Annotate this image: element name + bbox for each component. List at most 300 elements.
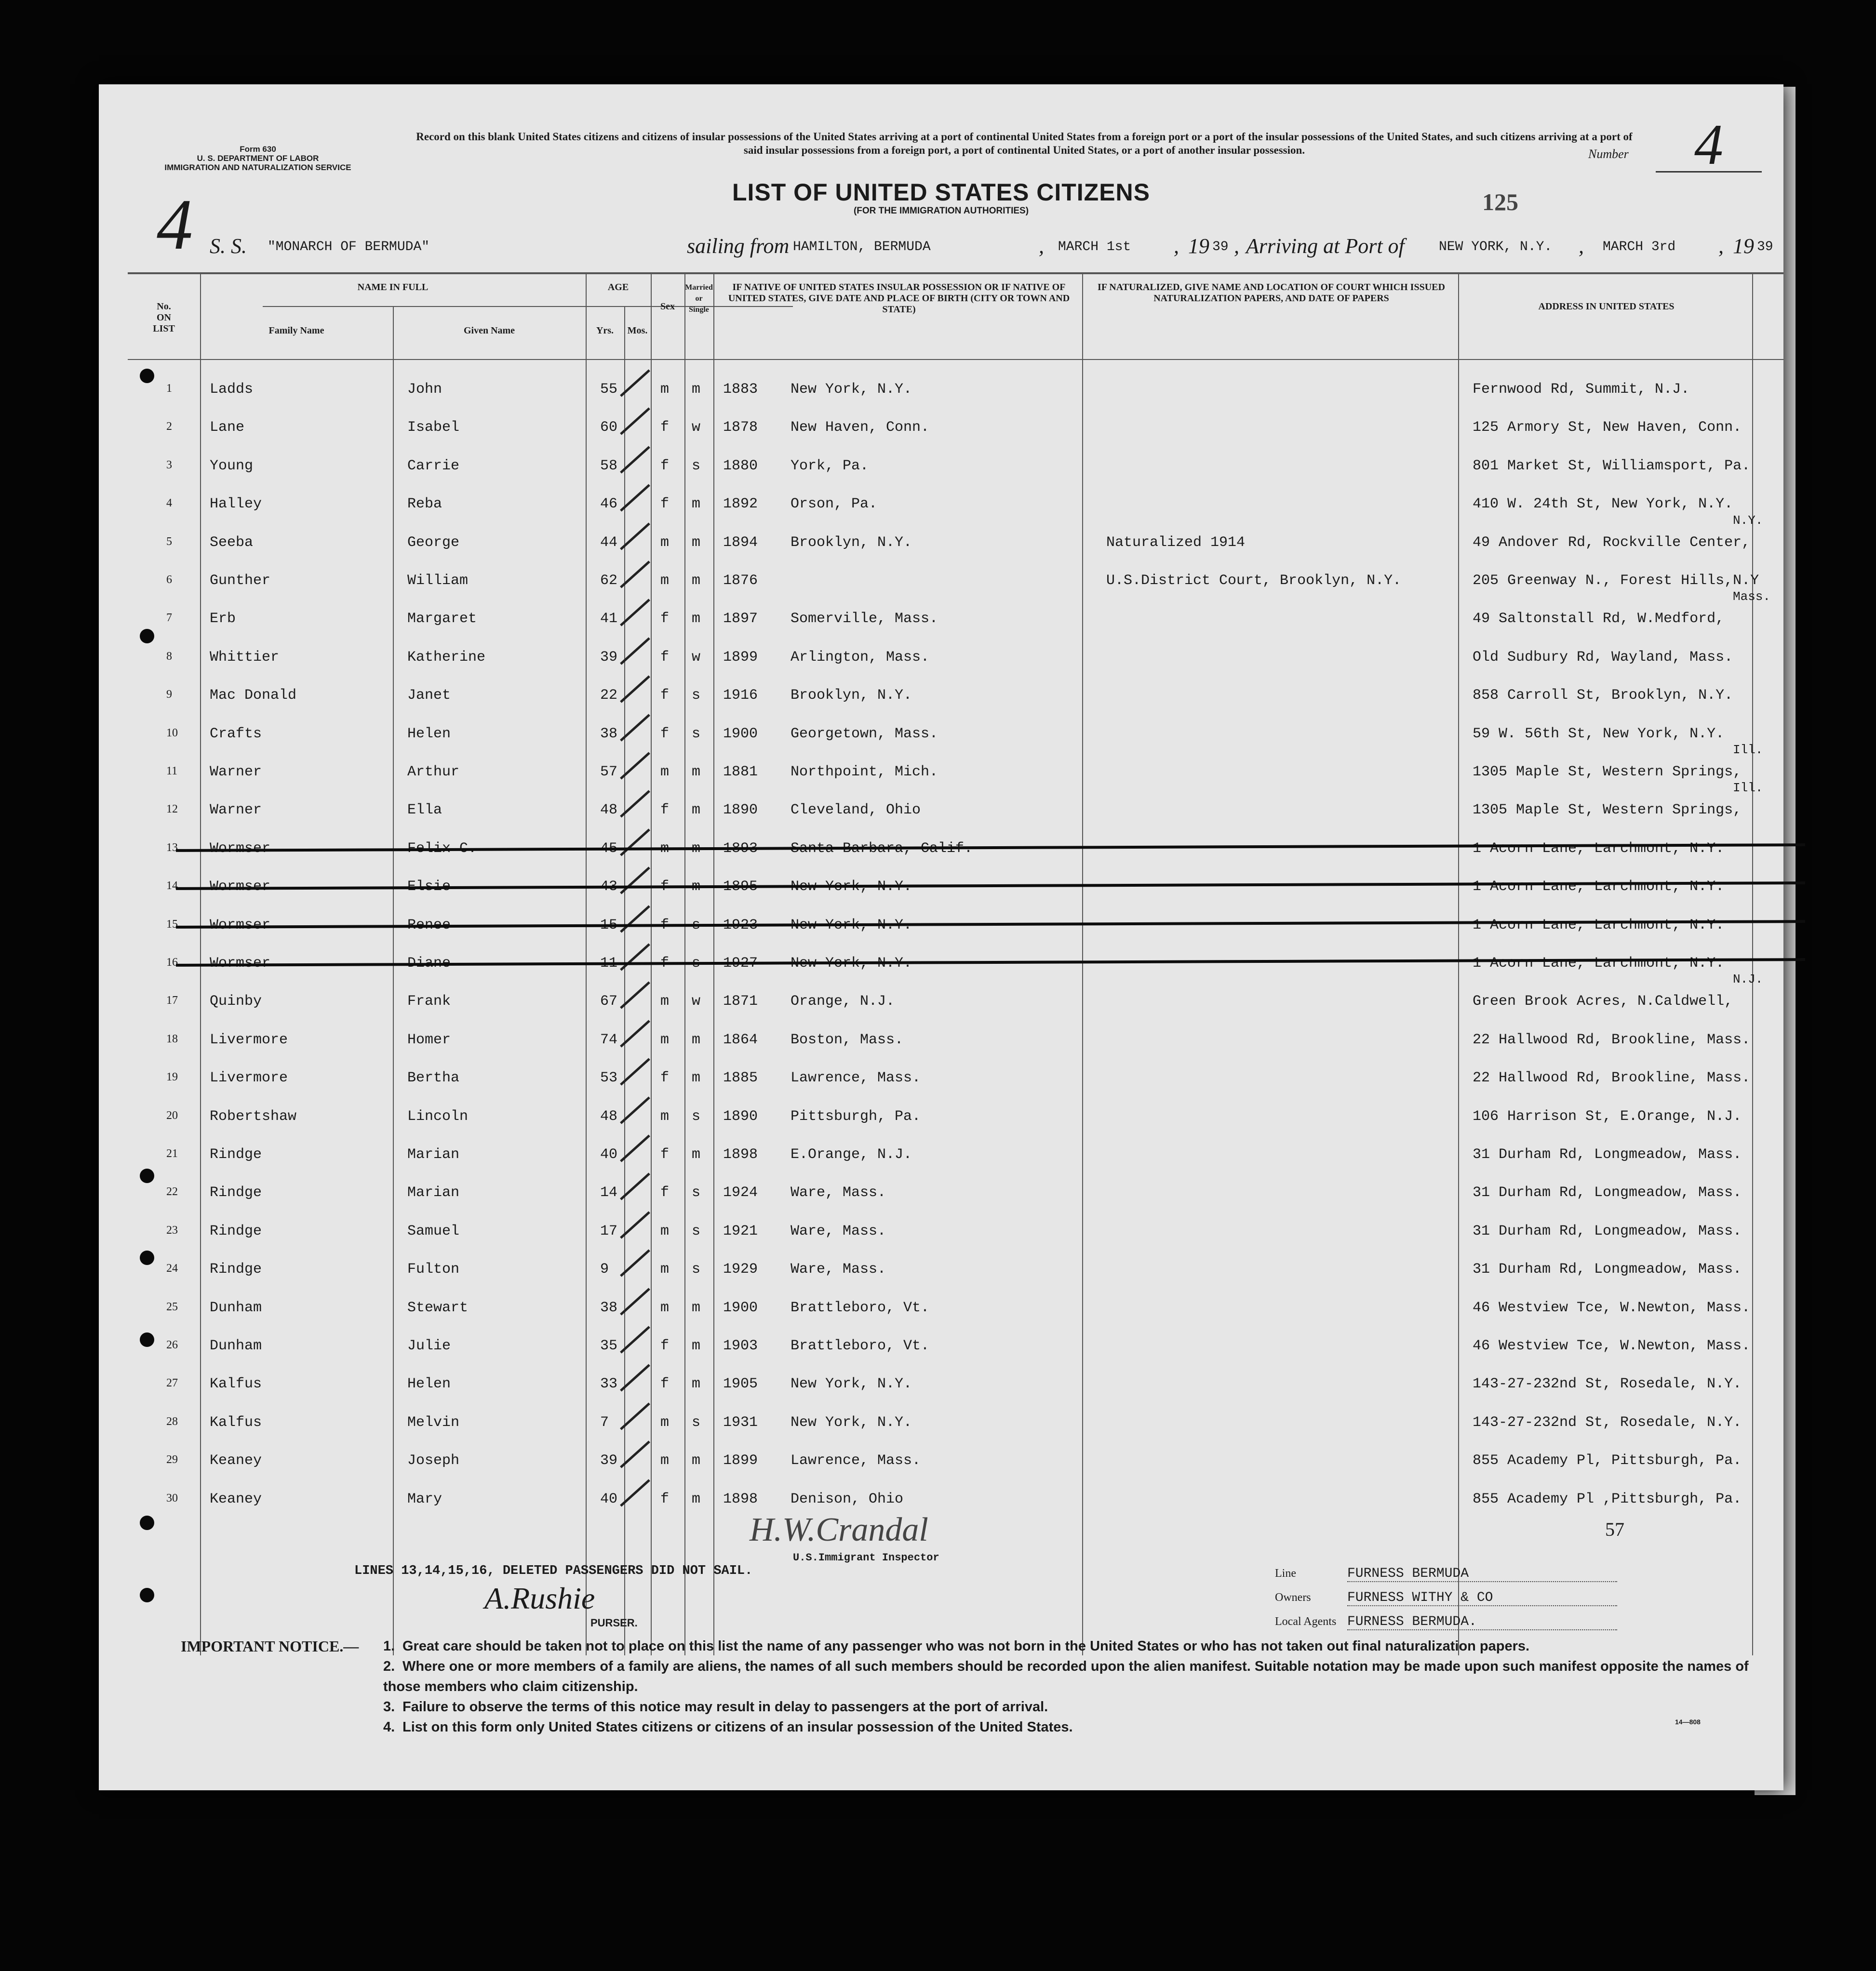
address: Old Sudbury Rd, Wayland, Mass. (1473, 649, 1733, 666)
naturalization: Naturalized 1914 (1106, 534, 1246, 551)
punch-hole (140, 1169, 154, 1183)
list-number: 14 (166, 879, 178, 892)
given-name: Diane (407, 955, 451, 972)
family-name: Wormser (210, 917, 271, 933)
given-name: Janet (407, 687, 451, 704)
sex: f (660, 687, 670, 704)
manifest-page (99, 84, 1783, 1790)
table-row (128, 1244, 1783, 1282)
marital-status: s (692, 1223, 701, 1239)
sail-year: 39 (1212, 240, 1229, 254)
age-years: 38 (600, 1299, 618, 1316)
marital-status: m (692, 534, 701, 551)
birth-place: New York, N.Y. (791, 1376, 912, 1393)
table-row (128, 861, 1783, 899)
address: 205 Greenway N., Forest Hills,N.Y (1473, 573, 1759, 589)
sex: m (660, 1261, 670, 1278)
table-row (128, 781, 1783, 823)
sex: m (660, 1299, 670, 1316)
age-years: 57 (600, 764, 618, 780)
family-name: Wormser (210, 879, 271, 895)
table-row (128, 972, 1783, 1014)
table-row (128, 1206, 1783, 1244)
sex: f (660, 419, 670, 436)
check-tick (620, 599, 650, 626)
list-number: 22 (166, 1185, 178, 1199)
header-given-name: Given Name (463, 325, 515, 336)
birth-place: Lawrence, Mass. (791, 1070, 921, 1087)
birth-place: Brattleboro, Vt. (791, 1338, 930, 1354)
age-years: 15 (600, 917, 618, 933)
family-name: Rindge (210, 1261, 262, 1278)
given-name: Mary (407, 1491, 442, 1507)
address: 125 Armory St, New Haven, Conn. (1473, 419, 1742, 436)
family-name: Gunther (210, 573, 271, 589)
given-name: Helen (407, 725, 451, 742)
family-name: Wormser (210, 840, 271, 857)
birth-place: Brooklyn, N.Y. (791, 534, 912, 551)
birth-year: 1931 (723, 1414, 758, 1431)
punch-hole (140, 1251, 154, 1265)
table-row (128, 1014, 1783, 1052)
purser-signature: A.Rushie (484, 1581, 595, 1615)
birth-year: 1927 (723, 955, 758, 972)
list-number: 16 (166, 956, 178, 969)
given-name: Carrie (407, 457, 460, 474)
arrive-year-prefix: 19 (1733, 234, 1754, 258)
birth-place: Northpoint, Mich. (791, 764, 938, 780)
family-name: Seeba (210, 534, 254, 551)
birth-year: 1905 (723, 1376, 758, 1393)
address: 410 W. 24th St, New York, N.Y. (1473, 496, 1733, 513)
header-naturalized: IF NATURALIZED, GIVE NAME AND LOCATION OF COURT WHICH ISSUED NATURALIZATION PAPERS, AND DATE OF PAPERS (1098, 282, 1445, 304)
list-number: 3 (166, 458, 172, 471)
notice-item-1: 1. Great care should be taken not to place on this list the name of any passenger who was not born in the United States or who has not taken out final naturalization papers. (383, 1638, 1530, 1654)
table-row (128, 440, 1783, 479)
birth-place: New York, N.Y. (791, 381, 912, 398)
check-tick (620, 1058, 650, 1086)
sex: f (660, 1376, 670, 1393)
marital-status: s (692, 687, 701, 704)
check-tick (620, 522, 650, 550)
birth-year: 1876 (723, 573, 758, 589)
birth-place: Denison, Ohio (791, 1491, 904, 1507)
birth-place: Ware, Mass. (791, 1185, 886, 1201)
number-label: Number (1588, 147, 1629, 161)
birth-place: Ware, Mass. (791, 1261, 886, 1278)
marital-status: m (692, 1299, 701, 1316)
check-tick (620, 1250, 650, 1277)
sail-date: MARCH 1st (1058, 240, 1131, 254)
punch-hole (140, 1516, 154, 1530)
table-row (128, 1167, 1783, 1205)
marital-status: m (692, 573, 701, 589)
preamble: Record on this blank United States citizens and citizens of insular possessions of the United States arriving at a port of continental United States from a foreign port or a port of the insular possessions of the United States, and such citizens arriving at a port of said insular possessions from a foreign port, a port of continental United States, or a port of another insular possession. (416, 131, 1633, 156)
birth-place: York, Pa. (791, 457, 869, 474)
birth-year: 1929 (723, 1261, 758, 1278)
table-row (128, 823, 1783, 861)
table-row (128, 670, 1783, 708)
address: 31 Durham Rd, Longmeadow, Mass. (1473, 1261, 1742, 1278)
sex: m (660, 764, 670, 780)
arrive-year: 39 (1757, 240, 1773, 254)
check-tick (620, 1134, 650, 1162)
age-years: 40 (600, 1491, 618, 1507)
marital-status: s (692, 955, 701, 972)
sex: m (660, 1108, 670, 1125)
agents-label: Local Agents (1275, 1615, 1337, 1628)
check-tick (620, 446, 650, 473)
table-row (128, 513, 1783, 555)
birth-place: Georgetown, Mass. (791, 725, 938, 742)
given-name: Margaret (407, 611, 477, 627)
table-row (128, 1435, 1783, 1473)
marital-status: s (692, 917, 701, 933)
number-value: 4 (1656, 118, 1762, 173)
age-years: 62 (600, 573, 618, 589)
check-tick (620, 1479, 650, 1506)
birth-year: 1878 (723, 419, 758, 436)
address: 1 Acorn Lane, Larchmont, N.Y. (1473, 917, 1725, 933)
table-row (128, 589, 1783, 631)
list-number: 28 (166, 1415, 178, 1428)
family-name: Dunham (210, 1338, 262, 1354)
given-name: Lincoln (407, 1108, 469, 1125)
sex: m (660, 381, 670, 398)
table-row (128, 1397, 1783, 1435)
sex: f (660, 1491, 670, 1507)
table-row (128, 1129, 1783, 1167)
birth-year: 1895 (723, 879, 758, 895)
list-number: 1 (166, 382, 172, 395)
age-years: 41 (600, 611, 618, 627)
address: 801 Market St, Williamsport, Pa. (1473, 457, 1751, 474)
marital-status: m (692, 840, 701, 857)
family-name: Robertshaw (210, 1108, 297, 1125)
list-number: 19 (166, 1071, 178, 1084)
check-tick (620, 1402, 650, 1430)
given-name: Fulton (407, 1261, 460, 1278)
age-years: 58 (600, 457, 618, 474)
birth-place: Santa Barbara, Calif. (791, 840, 973, 857)
given-name: Melvin (407, 1414, 460, 1431)
list-number: 30 (166, 1492, 178, 1505)
age-years: 46 (600, 496, 618, 513)
inspector-signature: H.W.Crandal (750, 1511, 928, 1548)
birth-year: 1898 (723, 1491, 758, 1507)
marital-status: m (692, 1338, 701, 1354)
address: 1 Acorn Lane, Larchmont, N.Y. (1473, 840, 1725, 857)
birth-place: New Haven, Conn. (791, 419, 930, 436)
marital-status: m (692, 496, 701, 513)
owners-field (1275, 1590, 1709, 1606)
marital-status: s (692, 1185, 701, 1201)
birth-year: 1898 (723, 1146, 758, 1163)
given-name: Bertha (407, 1070, 460, 1087)
address: 143-27-232nd St, Rosedale, N.Y. (1473, 1376, 1742, 1393)
given-name: William (407, 573, 469, 589)
birth-year: 1893 (723, 840, 758, 857)
age-years: 11 (600, 955, 618, 972)
family-name: Livermore (210, 1031, 288, 1048)
list-number: 9 (166, 688, 172, 701)
punch-hole (140, 1588, 154, 1602)
form-code: 14—808 (1675, 1718, 1701, 1726)
address: 855 Academy Pl ,Pittsburgh, Pa. (1473, 1491, 1742, 1507)
table-row (128, 402, 1783, 440)
marital-status: m (692, 764, 701, 780)
marital-status: s (692, 457, 701, 474)
age-years: 44 (600, 534, 618, 551)
list-number: 24 (166, 1262, 178, 1275)
family-name: Ladds (210, 381, 254, 398)
birth-year: 1897 (723, 611, 758, 627)
list-number: 27 (166, 1377, 178, 1390)
sex: m (660, 840, 670, 857)
check-tick (620, 714, 650, 741)
header-married: Married or Single (685, 283, 713, 314)
birth-year: 1900 (723, 725, 758, 742)
birth-place: New York, N.Y. (791, 917, 912, 933)
age-years: 33 (600, 1376, 618, 1393)
family-name: Dunham (210, 1299, 262, 1316)
marital-status: m (692, 1452, 701, 1469)
header-mos: Mos. (627, 325, 648, 336)
table-row (128, 1052, 1783, 1091)
address: 1 Acorn Lane, Larchmont, N.Y. (1473, 879, 1725, 895)
birth-year: 1864 (723, 1031, 758, 1048)
address: Fernwood Rd, Summit, N.J. (1473, 381, 1690, 398)
punch-hole (140, 1332, 154, 1347)
given-name: Felix C. (407, 840, 477, 857)
birth-year: 1923 (723, 917, 758, 933)
punch-hole (140, 629, 154, 643)
birth-year: 1924 (723, 1185, 758, 1201)
birth-year: 1900 (723, 1299, 758, 1316)
given-name: Isabel (407, 419, 460, 436)
form-id: Form 630 U. S. DEPARTMENT OF LABOR IMMIGRATION AND NATURALIZATION SERVICE (164, 145, 351, 172)
marital-status: m (692, 611, 701, 627)
birth-year: 1892 (723, 496, 758, 513)
header-age: AGE (607, 282, 629, 293)
marital-status: m (692, 381, 701, 398)
owners-label: Owners (1275, 1591, 1311, 1604)
check-tick (620, 1173, 650, 1200)
notice-item-2: 2. Where one or more members of a family are aliens, the names of all such members should be recorded upon the alien manifest. Suitable notation may be made upon such manifest opposite the names of those members who claim citizenship. (383, 1659, 1749, 1694)
page-title: LIST OF UNITED STATES CITIZENS (732, 179, 1151, 206)
notice-item-3: 3. Failure to observe the terms of this notice may result in delay to passengers at the port of arrival. (383, 1699, 1048, 1715)
birth-place: New York, N.Y. (791, 955, 912, 972)
family-name: Halley (210, 496, 262, 513)
header-no-on-list: No. ON LIST (153, 301, 175, 334)
check-tick (620, 1364, 650, 1392)
age-years: 9 (600, 1261, 609, 1278)
address: 1305 Maple St, Western Springs, (1473, 802, 1742, 819)
marital-status: w (692, 419, 701, 436)
given-name: John (407, 381, 442, 398)
check-tick (620, 982, 650, 1009)
age-years: 14 (600, 1185, 618, 1201)
list-number: 8 (166, 650, 172, 663)
table-row (128, 632, 1783, 670)
line-label: Line (1275, 1567, 1296, 1580)
table-row (128, 900, 1783, 938)
birth-year: 1890 (723, 802, 758, 819)
given-name: Ella (407, 802, 442, 819)
family-name: Keaney (210, 1491, 262, 1507)
list-number: 18 (166, 1032, 178, 1045)
check-tick (620, 637, 650, 665)
sex: f (660, 1185, 670, 1201)
page-subtitle: (FOR THE IMMIGRATION AUTHORITIES) (853, 206, 1029, 216)
purser-label: PURSER. (590, 1617, 638, 1629)
list-number: 23 (166, 1224, 178, 1237)
birth-year: 1921 (723, 1223, 758, 1239)
age-years: 39 (600, 649, 618, 666)
header-yrs: Yrs. (596, 325, 614, 336)
age-years: 22 (600, 687, 618, 704)
address: 858 Carroll St, Brooklyn, N.Y. (1473, 687, 1733, 704)
line-field (1275, 1566, 1709, 1582)
age-years: 74 (600, 1031, 618, 1048)
given-name: Renee (407, 917, 451, 933)
given-name: Katherine (407, 649, 486, 666)
check-tick (620, 408, 650, 435)
address: 46 Westview Tce, W.Newton, Mass. (1473, 1338, 1751, 1354)
given-name: Stewart (407, 1299, 469, 1316)
table-row (128, 1091, 1783, 1129)
birth-place: Orson, Pa. (791, 496, 878, 513)
address: 106 Harrison St, E.Orange, N.J. (1473, 1108, 1742, 1125)
age-years: 17 (600, 1223, 618, 1239)
marital-status: s (692, 1108, 701, 1125)
line-value: FURNESS BERMUDA (1347, 1566, 1617, 1582)
sex: m (660, 534, 670, 551)
family-name: Rindge (210, 1185, 262, 1201)
sex: f (660, 917, 670, 933)
birth-year: 1883 (723, 381, 758, 398)
family-name: Warner (210, 764, 262, 780)
agents-field (1275, 1614, 1709, 1630)
address-continuation: N.Y. (1733, 513, 1763, 528)
deleted-passengers-note: LINES 13,14,15,16, DELETED PASSENGERS DID NOT SAIL. (354, 1564, 753, 1578)
sex: f (660, 725, 670, 742)
marital-status: s (692, 1261, 701, 1278)
check-tick (620, 752, 650, 779)
birth-year: 1899 (723, 1452, 758, 1469)
family-name: Rindge (210, 1223, 262, 1239)
sex: m (660, 573, 670, 589)
family-name: Young (210, 457, 254, 474)
address: 1305 Maple St, Western Springs, (1473, 764, 1742, 780)
address: 31 Durham Rd, Longmeadow, Mass. (1473, 1185, 1742, 1201)
address: 31 Durham Rd, Longmeadow, Mass. (1473, 1223, 1742, 1239)
sex: m (660, 1031, 670, 1048)
family-name: Kalfus (210, 1376, 262, 1393)
address: 46 Westview Tce, W.Newton, Mass. (1473, 1299, 1751, 1316)
birth-place: Somerville, Mass. (791, 611, 938, 627)
birth-place: Arlington, Mass. (791, 649, 930, 666)
marital-status: m (692, 1031, 701, 1048)
given-name: Marian (407, 1146, 460, 1163)
age-years: 38 (600, 725, 618, 742)
header-family-name: Family Name (268, 325, 324, 336)
list-number: 6 (166, 573, 172, 586)
family-name: Whittier (210, 649, 280, 666)
check-tick (620, 1441, 650, 1468)
check-tick (620, 1020, 650, 1047)
birth-year: 1885 (723, 1070, 758, 1087)
family-name: Mac Donald (210, 687, 297, 704)
agents-value: FURNESS BERMUDA. (1347, 1614, 1617, 1630)
address: 1 Acorn Lane, Larchmont, N.Y. (1473, 955, 1725, 972)
birth-year: 1871 (723, 993, 758, 1010)
age-years: 67 (600, 993, 618, 1010)
birth-place: Orange, N.J. (791, 993, 895, 1010)
marital-status: s (692, 725, 701, 742)
naturalization: U.S.District Court, Brooklyn, N.Y. (1106, 573, 1402, 589)
sex: f (660, 457, 670, 474)
check-tick (620, 369, 650, 397)
sex: f (660, 1146, 670, 1163)
family-name: Warner (210, 802, 262, 819)
birth-year: 1881 (723, 764, 758, 780)
check-tick (620, 905, 650, 932)
age-years: 45 (600, 840, 618, 857)
check-tick (620, 1211, 650, 1239)
table-row (128, 938, 1783, 976)
address-continuation: N.J. (1733, 972, 1763, 987)
sex: m (660, 1452, 670, 1469)
given-name: Marian (407, 1185, 460, 1201)
family-name: Kalfus (210, 1414, 262, 1431)
list-number: 21 (166, 1147, 178, 1160)
check-tick (620, 1326, 650, 1353)
ship-name: "MONARCH OF BERMUDA" (268, 240, 430, 254)
birth-place: Boston, Mass. (791, 1031, 904, 1048)
list-number: 11 (166, 765, 178, 777)
header-birth: IF NATIVE OF UNITED STATES INSULAR POSSESSION OR IF NATIVE OF UNITED STATES, GIVE DATE AND PLACE OF BIRTH (CITY OR TOWN AND STATE) (728, 282, 1070, 315)
birth-year: 1903 (723, 1338, 758, 1354)
list-number: 7 (166, 612, 172, 625)
list-number: 12 (166, 803, 178, 816)
notice-lead: IMPORTANT NOTICE.— (181, 1638, 359, 1655)
marital-status: s (692, 1414, 701, 1431)
marital-status: m (692, 879, 701, 895)
passenger-table (128, 272, 1783, 1655)
marital-status: m (692, 1376, 701, 1393)
given-name: Reba (407, 496, 442, 513)
table-row (128, 1282, 1783, 1320)
ss-label: S. S. (210, 234, 247, 258)
age-years: 40 (600, 1146, 618, 1163)
header-address: ADDRESS IN UNITED STATES (1538, 301, 1675, 312)
given-name: Helen (407, 1376, 451, 1393)
given-name: Julie (407, 1338, 451, 1354)
header-sex: Sex (660, 301, 675, 312)
table-row (128, 743, 1783, 785)
punch-hole (140, 369, 154, 383)
family-name: Crafts (210, 725, 262, 742)
given-name: Arthur (407, 764, 460, 780)
check-tick (620, 867, 650, 894)
sex: f (660, 1338, 670, 1354)
age-years: 35 (600, 1338, 618, 1354)
age-years: 55 (600, 381, 618, 398)
given-name: Homer (407, 1031, 451, 1048)
marital-status: m (692, 1146, 701, 1163)
handwritten-total: 57 (1605, 1518, 1624, 1540)
